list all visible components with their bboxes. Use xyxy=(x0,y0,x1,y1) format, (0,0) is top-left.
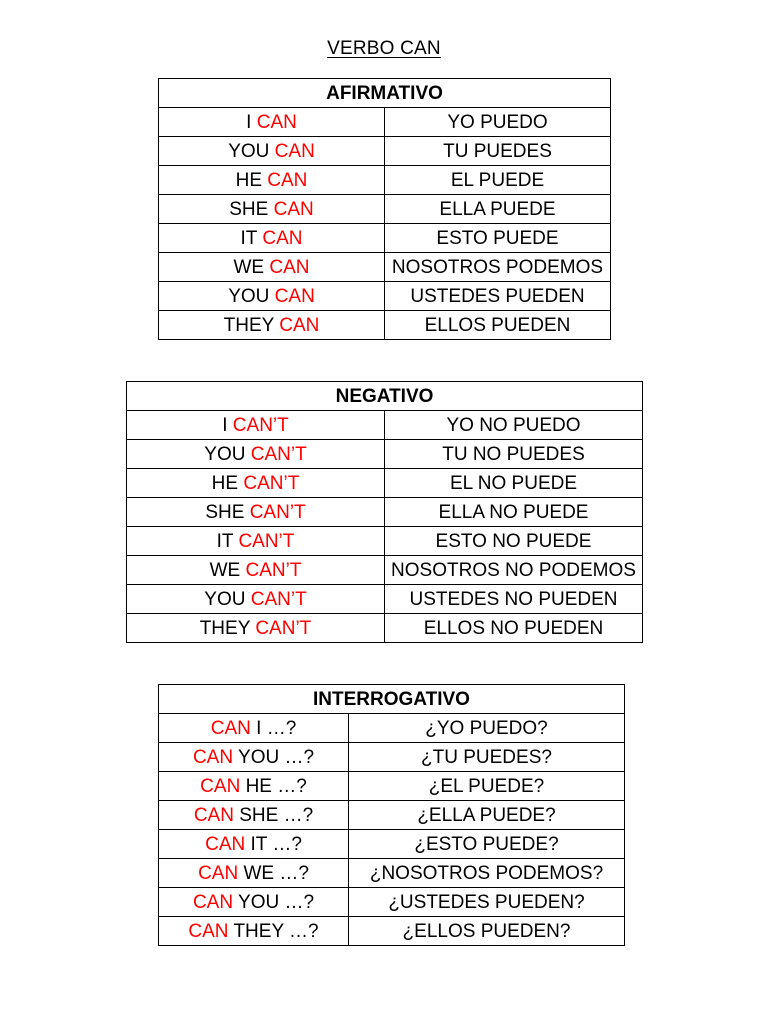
modal-verb: CAN’T xyxy=(243,472,300,494)
spanish-translation-cell: ELLA NO PUEDE xyxy=(385,498,643,527)
table-row xyxy=(159,917,625,946)
subject-pronoun: IT xyxy=(216,530,234,552)
afirmativo-rows xyxy=(159,108,611,340)
modal-verb: CAN xyxy=(267,169,308,191)
interrogativo-header: INTERROGATIVO xyxy=(159,685,625,714)
english-cell xyxy=(159,801,349,830)
spanish-translation-cell: ELLOS NO PUEDEN xyxy=(385,614,643,643)
modal-verb: CAN’T xyxy=(232,414,289,436)
english-cell xyxy=(159,224,385,253)
spanish-translation-cell: ¿EL PUEDE? xyxy=(349,772,625,801)
spanish-translation-cell: NOSOTROS PODEMOS xyxy=(385,253,611,282)
english-cell xyxy=(159,743,349,772)
table-row xyxy=(127,411,643,440)
subject-pronoun: I xyxy=(222,414,228,436)
table-row xyxy=(127,440,643,469)
table-row xyxy=(159,830,625,859)
subject-pronoun: YOU xyxy=(204,588,246,610)
spanish-translation-cell: ESTO NO PUEDE xyxy=(385,527,643,556)
modal-verb: CAN xyxy=(200,775,241,797)
modal-verb: CAN xyxy=(274,285,315,307)
english-cell xyxy=(159,859,349,888)
question-rest: HE …? xyxy=(245,775,307,797)
interrogativo-table xyxy=(158,684,625,946)
spanish-translation-cell: YO PUEDO xyxy=(385,108,611,137)
modal-verb: CAN’T xyxy=(255,617,312,639)
table-row xyxy=(159,743,625,772)
modal-verb: CAN xyxy=(256,111,297,133)
english-cell xyxy=(159,282,385,311)
english-cell xyxy=(159,253,385,282)
table-row xyxy=(159,253,611,282)
spanish-translation-cell: ¿TU PUEDES? xyxy=(349,743,625,772)
question-rest: IT …? xyxy=(250,833,302,855)
modal-verb: CAN xyxy=(273,198,314,220)
english-cell xyxy=(159,917,349,946)
modal-verb: CAN’T xyxy=(250,443,307,465)
subject-pronoun: YOU xyxy=(204,443,246,465)
english-cell xyxy=(159,830,349,859)
modal-verb: CAN xyxy=(274,140,315,162)
english-cell xyxy=(127,469,385,498)
question-rest: YOU …? xyxy=(238,891,315,913)
table-row xyxy=(159,282,611,311)
table-header-row xyxy=(127,382,643,411)
modal-verb: CAN xyxy=(192,891,234,913)
english-cell xyxy=(127,411,385,440)
spanish-translation-cell: ELLOS PUEDEN xyxy=(385,311,611,340)
subject-pronoun: SHE xyxy=(229,198,269,220)
subject-pronoun: SHE xyxy=(205,501,245,523)
english-cell xyxy=(127,614,385,643)
table-row xyxy=(127,498,643,527)
table-row xyxy=(159,108,611,137)
negativo-rows xyxy=(127,411,643,643)
spanish-translation-cell: USTEDES NO PUEDEN xyxy=(385,585,643,614)
english-cell xyxy=(159,108,385,137)
subject-pronoun: HE xyxy=(235,169,262,191)
modal-verb: CAN’T xyxy=(245,559,302,581)
english-cell xyxy=(159,888,349,917)
table-row xyxy=(127,585,643,614)
subject-pronoun: HE xyxy=(211,472,239,494)
table-row xyxy=(159,714,625,743)
table-row xyxy=(159,888,625,917)
table-row xyxy=(159,195,611,224)
question-rest: I …? xyxy=(256,717,297,739)
spanish-translation-cell: EL PUEDE xyxy=(385,166,611,195)
spanish-translation-cell: ELLA PUEDE xyxy=(385,195,611,224)
modal-verb: CAN xyxy=(192,746,234,768)
table-row xyxy=(127,469,643,498)
modal-verb: CAN xyxy=(205,833,246,855)
subject-pronoun: THEY xyxy=(199,617,251,639)
modal-verb: CAN’T xyxy=(250,588,307,610)
spanish-translation-cell: TU PUEDES xyxy=(385,137,611,166)
afirmativo-header: AFIRMATIVO xyxy=(159,79,611,108)
question-rest: WE …? xyxy=(243,862,309,884)
table-row xyxy=(159,801,625,830)
modal-verb: CAN xyxy=(262,227,303,249)
table-header-row xyxy=(159,79,611,108)
english-cell xyxy=(159,195,385,224)
english-cell xyxy=(127,498,385,527)
table-header-row xyxy=(159,685,625,714)
english-cell xyxy=(127,556,385,585)
english-cell xyxy=(159,166,385,195)
table-row xyxy=(159,166,611,195)
subject-pronoun: IT xyxy=(240,227,258,249)
table-row xyxy=(159,224,611,253)
modal-verb: CAN xyxy=(198,862,239,884)
modal-verb: CAN’T xyxy=(249,501,306,523)
english-cell xyxy=(127,440,385,469)
spanish-translation-cell: ¿NOSOTROS PODEMOS? xyxy=(349,859,625,888)
english-cell xyxy=(159,311,385,340)
modal-verb: CAN xyxy=(279,314,320,336)
spanish-translation-cell: NOSOTROS NO PODEMOS xyxy=(385,556,643,585)
table-row xyxy=(159,311,611,340)
spanish-translation-cell: USTEDES PUEDEN xyxy=(385,282,611,311)
table-row xyxy=(127,614,643,643)
question-rest: YOU …? xyxy=(238,746,315,768)
spanish-translation-cell: ¿ESTO PUEDE? xyxy=(349,830,625,859)
english-cell xyxy=(127,585,385,614)
negativo-header: NEGATIVO xyxy=(127,382,643,411)
spanish-translation-cell: ¿YO PUEDO? xyxy=(349,714,625,743)
modal-verb: CAN xyxy=(269,256,310,278)
spanish-translation-cell: ¿ELLOS PUEDEN? xyxy=(349,917,625,946)
table-row xyxy=(159,137,611,166)
interrogativo-rows xyxy=(159,714,625,946)
english-cell xyxy=(159,137,385,166)
document-title: VERBO CAN xyxy=(327,38,441,59)
spanish-translation-cell: YO NO PUEDO xyxy=(385,411,643,440)
subject-pronoun: YOU xyxy=(228,140,270,162)
subject-pronoun: YOU xyxy=(228,285,270,307)
spanish-translation-cell: TU NO PUEDES xyxy=(385,440,643,469)
table-row xyxy=(159,772,625,801)
modal-verb: CAN xyxy=(193,804,234,826)
subject-pronoun: I xyxy=(246,111,252,133)
modal-verb: CAN’T xyxy=(238,530,295,552)
table-row xyxy=(127,527,643,556)
question-rest: SHE …? xyxy=(239,804,314,826)
english-cell xyxy=(159,714,349,743)
afirmativo-table xyxy=(158,78,611,340)
spanish-translation-cell: ¿ELLA PUEDE? xyxy=(349,801,625,830)
spanish-translation-cell: ESTO PUEDE xyxy=(385,224,611,253)
modal-verb: CAN xyxy=(188,920,229,942)
modal-verb: CAN xyxy=(210,717,251,739)
english-cell xyxy=(159,772,349,801)
english-cell xyxy=(127,527,385,556)
negativo-table xyxy=(126,381,643,643)
subject-pronoun: WE xyxy=(209,559,241,581)
subject-pronoun: WE xyxy=(233,256,265,278)
question-rest: THEY …? xyxy=(233,920,319,942)
spanish-translation-cell: ¿USTEDES PUEDEN? xyxy=(349,888,625,917)
subject-pronoun: THEY xyxy=(223,314,274,336)
table-row xyxy=(127,556,643,585)
spanish-translation-cell: EL NO PUEDE xyxy=(385,469,643,498)
table-row xyxy=(159,859,625,888)
